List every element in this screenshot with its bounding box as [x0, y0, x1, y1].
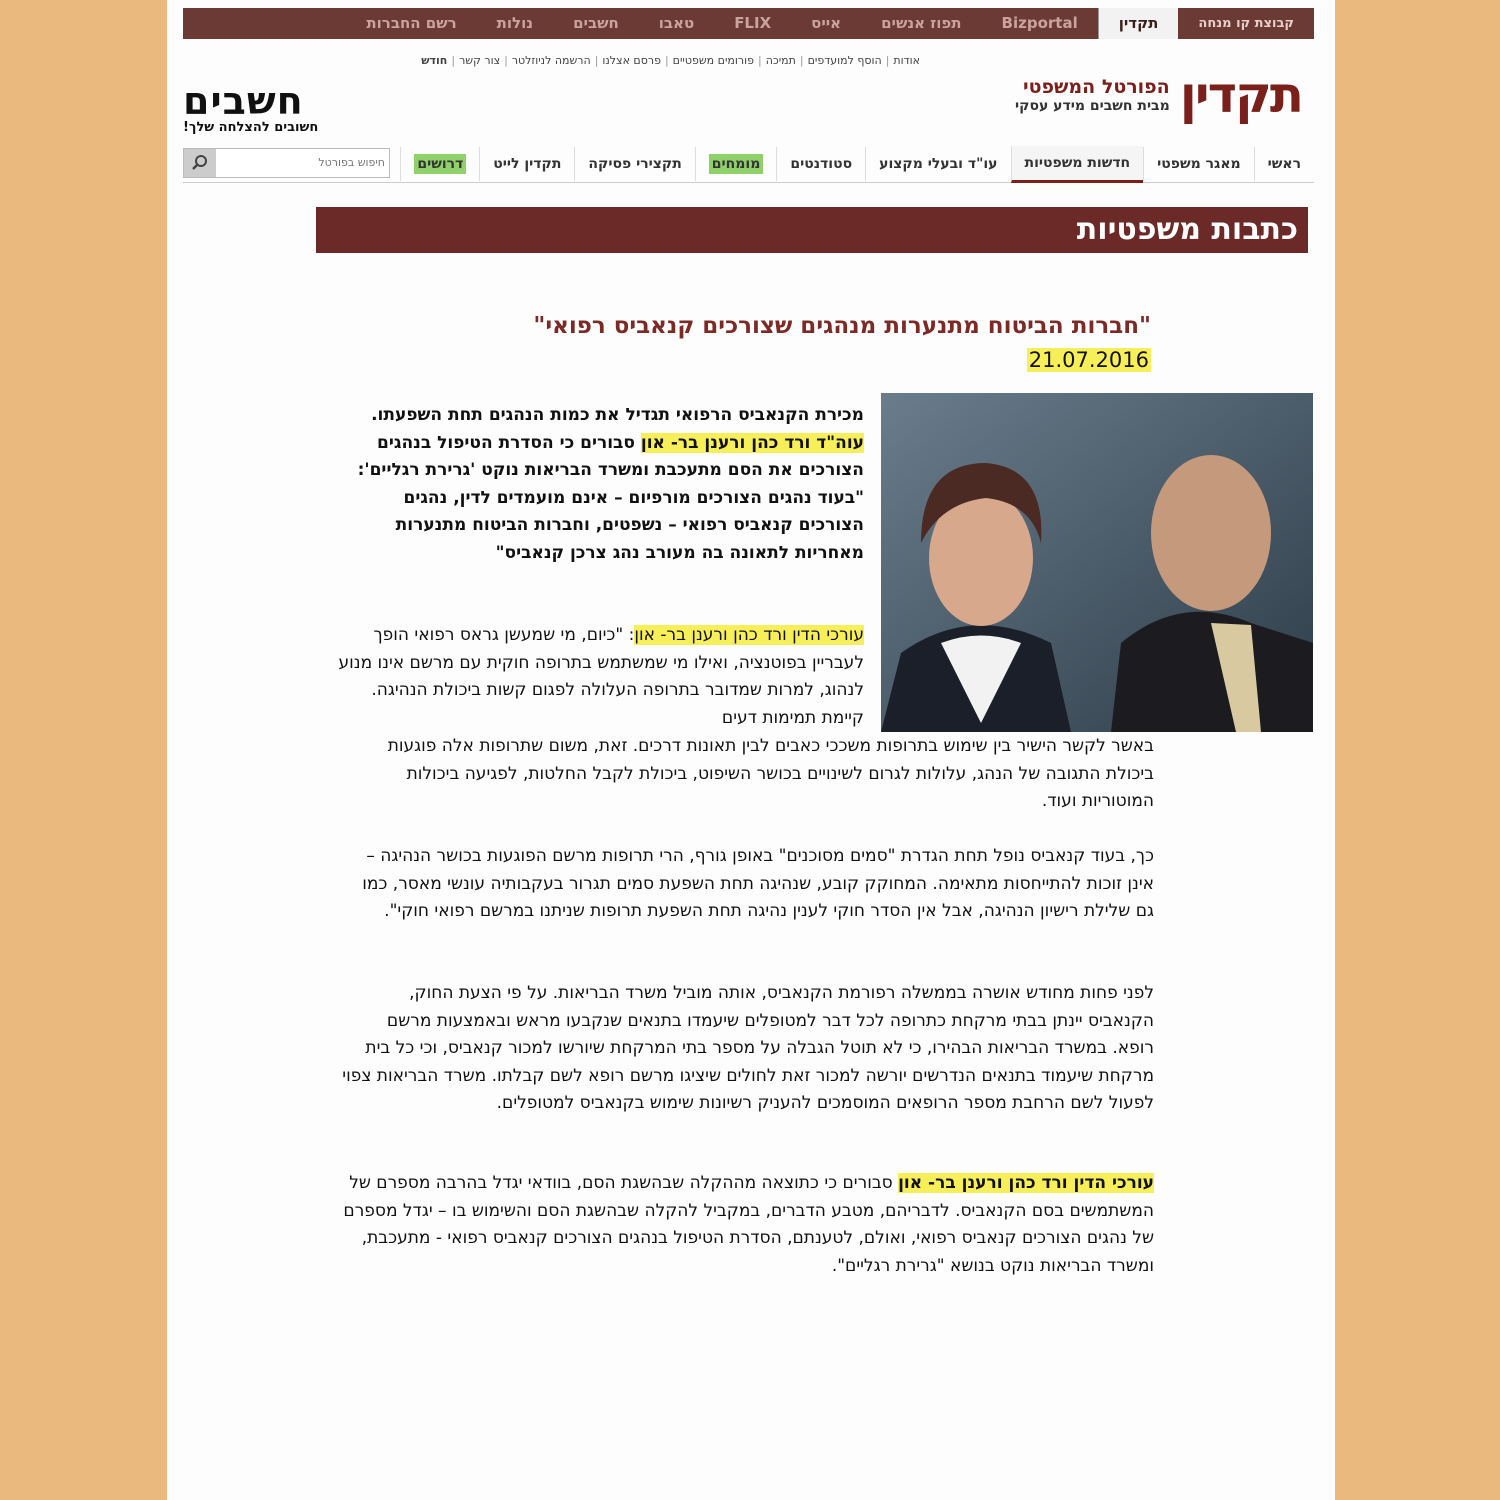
nav-item-takdin-lite[interactable]: תקדין לייט: [479, 147, 574, 181]
p5-text: סבורים כי כתוצאה מההקלה שבהשגת הסם, בוודאי יגדל בהרבה מספרם של המשתמשים בסם הקנאביס. לדבריהם, מטבע הדברים, במקביל להקלה שבהשגת הסם והשימוש בו – יגדל מספרם של נהגים הצורכים קנאביס רפואי, ואולם, לטענתם, הסדרת הטיפול בנהגים הצורכים קנאביס רפואי - מתעכבת, ומשרד הבריאות נוקט בנושא "גרירת רגליים".: [343, 1173, 1154, 1276]
article-paragraph-2-continued: באשר לקשר הישיר בין שימוש בתרופות משככי כאבים לבין תאונות דרכים. זאת, משום שתרופות אלה פוגעות ביכולת התגובה של הנהג, עלולות לגרום לשינויים בכושר השיפוט, ביכולת לקבל החלטות, לפגיעה ביכולות המוטוריות ועוד.: [387, 736, 1154, 811]
takdin-logo[interactable]: [1015, 66, 1302, 124]
p1-rest: סבורים כי הסדרת הטיפול בנהגים הצורכים את הסם מתעכבת ומשרד הבריאות נוקט 'גרירת רגליים': "בעוד נהגים הצורכים מורפיום – אינם מועמדים לדין, נהגים הצורכים קנאביס רפואי – נשפטים, וחברות הביטוח מתנערות מאחריות לתאונה בה מעורב נהג צרכן קנאביס": [357, 432, 864, 563]
nav-item-experts[interactable]: [695, 147, 777, 181]
p1-intro: מכירת הקנאביס הרפואי תגדיל את כמות הנהגים תחת השפעתו.: [371, 405, 864, 425]
utility-favorites[interactable]: הוסף למועדפים: [807, 54, 882, 67]
p2-text: : "כיום, מי שמעשן גראס רפואי הופך לעבריין בפוטנציה, ואילו מי שמשתמש בתרופה חוקית עם מרשם אינו מנוע לנהוג, למרות שמדובר בתרופה העלולה לפגום קשות ביכולת הנהיגה. קיימת תמימות דעים: [338, 625, 864, 728]
search-icon: [191, 154, 209, 172]
p2-lawyers-highlight: עורכי הדין ורד כהן ורענן בר- און: [634, 625, 864, 645]
nav-item-legal-news[interactable]: חדשות משפטיות: [1011, 146, 1144, 183]
utility-support[interactable]: תמיכה: [765, 54, 796, 67]
p5-lawyers-highlight: עורכי הדין ורד כהן ורענן בר- און: [898, 1173, 1154, 1193]
nav-experts-label: מומחים: [709, 154, 764, 174]
nav-jobs-label: דרושים: [414, 154, 466, 174]
network-topbar: [183, 8, 1314, 39]
section-banner: [316, 207, 1308, 253]
topbar-takdin-label: תקדין: [1118, 14, 1159, 32]
nav-item-rulings[interactable]: תקצירי פסיקה: [574, 147, 694, 181]
takdin-logo-line1: הפורטל המשפטי: [1023, 76, 1170, 98]
utility-about[interactable]: אודות: [893, 54, 920, 67]
article-paragraph-3: כך, בעוד קנאביס נופל תחת הגדרת "סמים מסוכנים" באופן גורף, הרי תרופות מרשם הפוגעות בכושר הנהיגה – אינן זוכות להתייחסות מתאימה. המחוקק קובע, שנהיגה תחת השפעת סמים תגרור בעקבותיה עונשי מאסר, כמו גם שלילת רישיון הנהיגה, אבל אין הסדר חוקי לענין נהיגה תחת השפעת תרופות שניתנו במרשם רפואי חוקי".: [362, 846, 1154, 921]
hashavim-logo[interactable]: [183, 79, 319, 135]
topbar-item-group[interactable]: קבוצת קו מנחה: [1198, 16, 1294, 31]
portal-search: [183, 148, 390, 178]
utility-newsletter[interactable]: הרשמה לניוזלטר: [511, 54, 591, 67]
topbar-item-nolot[interactable]: נולות: [496, 14, 534, 32]
nav-item-jobs[interactable]: [400, 147, 479, 181]
hashavim-logo-word: חשבים: [183, 79, 304, 123]
utility-forums[interactable]: פורומים משפטיים: [672, 54, 754, 67]
topbar-item-hashavim[interactable]: חשבים: [573, 14, 619, 32]
article-paragraph-2: [334, 622, 864, 732]
utility-links: אודות | הוסף למועדפים | תמיכה | פורומים משפטיים | פרסם אצלנו | הרשמה לניוזלטר | צור קשר | חודש: [421, 54, 920, 67]
article-headline: "חברות הביטוח מתנערות מנהגים שצורכים קנאביס רפואי": [533, 313, 1151, 339]
topbar-item-companies[interactable]: רשם החברות: [366, 14, 457, 32]
search-button[interactable]: [184, 149, 216, 177]
topbar-item-ice[interactable]: אייס: [811, 14, 842, 32]
p1-lawyers-highlight: עוה"ד ורד כהן ורענן בר- און: [640, 432, 864, 453]
article-paragraph-4: לפני פחות מחודש אושרה בממשלה רפורמת הקנאביס, אותה מוביל משרד הבריאות. על פי הצעת החוק, הקנאביס יינתן בבתי מרקחת כתרופה לכל דבר למטופלים שיעמדו בתנאים שנקבעו מראש ובאמצעות מרשם רופא. במשרד הבריאות הבהירו, כי לא תוטל הגבלה על מספר בתי המרקחת שיורשו למכור קנאביס, וכי כל בית מרקחת שיעמוד בתנאים הנדרשים יורשה למכור זאת לחולים שיציגו מרשם רופא לשם קבלתו. משרד הבריאות צפוי לפעול לשם הרחבת מספר הרופאים המוסמכים להעניק רשיונות שימוש בקנאביס למטופלים.: [342, 983, 1154, 1113]
topbar-item-takdin[interactable]: [1098, 8, 1179, 39]
utility-advertise[interactable]: פרסם אצלנו: [602, 54, 661, 67]
article-paragraph-1: [334, 402, 864, 567]
article-date: 21.07.2016: [1028, 348, 1149, 372]
utility-contact[interactable]: צור קשר: [459, 54, 501, 67]
topbar-item-flix[interactable]: FLIX: [734, 14, 772, 32]
nav-item-legal-database[interactable]: מאגר משפטי: [1143, 147, 1253, 181]
utility-new[interactable]: חודש: [421, 54, 448, 67]
search-input[interactable]: [216, 149, 389, 175]
hashavim-logo-tagline: חשובים להצלחה שלך!: [183, 120, 319, 135]
lawyers-photo: [881, 393, 1313, 732]
topbar-item-tabu[interactable]: טאבו: [658, 14, 695, 32]
takdin-logo-line2: מבית חשבים מידע עסקי: [1015, 98, 1170, 114]
nav-item-lawyers[interactable]: עו"ד ובעלי מקצוע: [865, 147, 1010, 181]
section-title: כתבות משפטיות: [1076, 212, 1298, 247]
topbar-item-bizportal[interactable]: Bizportal: [1001, 14, 1078, 32]
article-paragraph-5: [340, 1170, 1154, 1280]
topbar-item-tapuz[interactable]: תפוז אנשים: [881, 14, 962, 32]
nav-item-home[interactable]: ראשי: [1254, 147, 1314, 181]
takdin-logo-word: תקדין: [1179, 66, 1302, 124]
nav-item-students[interactable]: סטודנטים: [776, 147, 865, 181]
